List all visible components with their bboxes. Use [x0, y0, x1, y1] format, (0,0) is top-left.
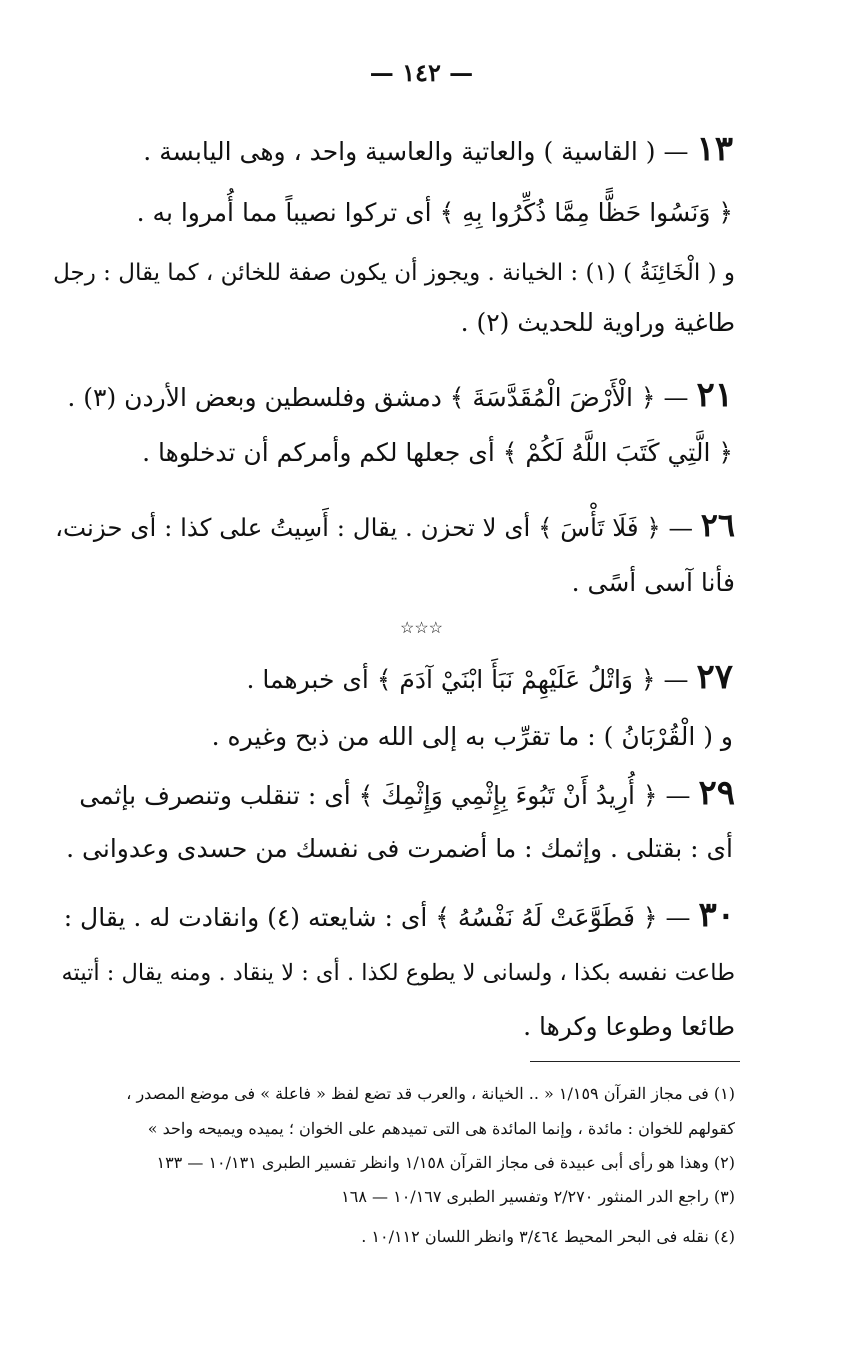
line-text: — ﴿ أُرِيدُ أَنْ تَبُوءَ بِإِثْمِي وَإِثْمِكَ ﴾ أى : تنقلب وتنصرف بإثمى [79, 781, 691, 810]
commentary-line [48, 895, 735, 935]
footnote: (٤) نقله فى البحر المحيط ٣/٤٦٤ وانظر اللسان ١٠/١١٢ . [361, 1227, 735, 1246]
verse-number: ٢٧ [696, 657, 733, 697]
footnote-divider [530, 1061, 740, 1062]
commentary-line [50, 832, 733, 866]
line-text: و ( الْخَائِنَةُ ) (١) : الخيانة . ويجوز أن يكون صفة للخائن ، كما يقال : رجل [53, 260, 735, 286]
verse-number: ٢٦ [700, 506, 735, 544]
commentary-line [48, 956, 735, 990]
line-text: — ﴿ فَلَا تَأْسَ ﴾ أى لا تحزن . يقال : أَسِيتُ على كذا : أى حزنت، [55, 513, 693, 542]
commentary-line [48, 1010, 735, 1044]
line-text: طاغية وراوية للحديث (٢) . [460, 308, 735, 337]
commentary-line [50, 196, 733, 230]
commentary-line [50, 720, 733, 754]
footnote: (٣) راجع الدر المنثور ٢/٢٧٠ وتفسير الطبرى ١٠/١٦٧ — ١٦٨ [341, 1187, 735, 1206]
verse-number: ٢٩ [698, 773, 735, 813]
line-text: طاعت نفسه بكذا ، ولسانى لا يطوع لكذا . أى : لا ينقاد . ومنه يقال : أتيته [61, 960, 735, 986]
footnote: كقولهم للخوان : مائدة ، وإنما المائدة هى التى تميدهم على الخوان ؛ يميده ويميحه واحد » [147, 1119, 735, 1138]
commentary-line [50, 129, 733, 169]
footnote: (٢) وهذا هو رأى أبى عبيدة فى مجاز القرآن ١/١٥٨ وانظر تفسير الطبرى ١٠/١٣١ — ١٣٣ [156, 1153, 735, 1172]
section-separator: ☆☆☆ [399, 618, 444, 637]
verse-number: ١٣ [696, 129, 733, 169]
line-text: — ﴿ الْأَرْضَ الْمُقَدَّسَةَ ﴾ دمشق وفلسطين وبعض الأردن (٣) . [67, 383, 689, 412]
commentary-line [50, 657, 733, 697]
line-text: طائعا وطوعا وكرها . [523, 1012, 735, 1041]
page-number: — ١٤٢ — [369, 58, 474, 87]
commentary-line [48, 773, 735, 813]
line-text: ﴿ وَنَسُوا حَظًّا مِمَّا ذُكِّرُوا بِهِ ﴾ أى تركوا نصيباً مما أُمروا به . [136, 198, 733, 227]
commentary-line [48, 566, 735, 600]
commentary-line [48, 306, 735, 340]
line-text: أى : بقتلى . وإثمك : ما أضمرت فى نفسك من حسدى وعدوانى . [66, 834, 733, 863]
footnote: (١) فى مجاز القرآن ١/١٥٩ « .. الخيانة ، والعرب قد تضع لفظ « فاعلة » فى موضع المصدر ، [126, 1084, 735, 1103]
line-text: ﴿ الَّتِي كَتَبَ اللَّهُ لَكُمْ ﴾ أى جعلها لكم وأمركم أن تدخلوها . [142, 438, 733, 467]
line-text: — ( القاسية ) والعاتية والعاسية واحد ، وهى اليابسة . [143, 137, 689, 166]
verse-number: ٣٠ [698, 895, 735, 935]
commentary-line [48, 508, 735, 545]
verse-number: ٢١ [696, 375, 733, 415]
line-text: و ( الْقُرْبَانُ ) : ما تقرِّب به إلى الله من ذبح وغيره . [211, 722, 733, 751]
line-text: — ﴿ وَاتْلُ عَلَيْهِمْ نَبَأَ ابْنَيْ آدَمَ ﴾ أى خبرهما . [246, 665, 689, 694]
commentary-line [48, 256, 735, 290]
line-text: — ﴿ فَطَوَّعَتْ لَهُ نَفْسُهُ ﴾ أى : شايعته (٤) وانقادت له . يقال : [63, 903, 691, 932]
line-text: فأنا آسى أسًى . [571, 568, 735, 597]
commentary-line [50, 436, 733, 470]
commentary-line [50, 375, 733, 415]
